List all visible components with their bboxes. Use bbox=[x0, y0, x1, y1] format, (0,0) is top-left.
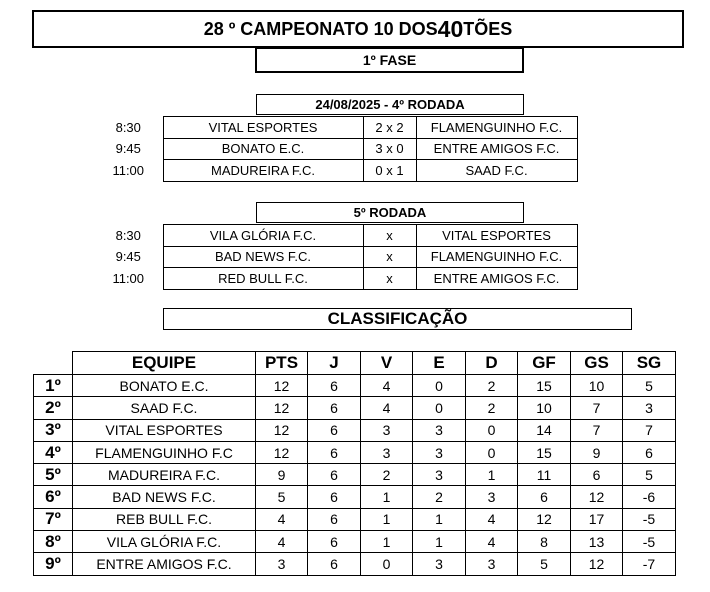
wins-cell: 4 bbox=[361, 397, 413, 419]
team-cell: VILA GLÓRIA F.C. bbox=[73, 531, 256, 553]
goal-diff-cell: 6 bbox=[623, 441, 676, 463]
losses-cell: 3 bbox=[466, 486, 518, 508]
away-team: VITAL ESPORTES bbox=[416, 225, 577, 247]
points-cell: 12 bbox=[256, 397, 308, 419]
games-cell: 6 bbox=[308, 553, 361, 575]
standings-header-row bbox=[34, 352, 676, 375]
title-suffix: TÕES bbox=[463, 18, 513, 39]
goal-diff-cell: -6 bbox=[623, 486, 676, 508]
draws-cell: 0 bbox=[413, 375, 466, 397]
team-cell: BAD NEWS F.C. bbox=[73, 486, 256, 508]
away-team: ENTRE AMIGOS F.C. bbox=[416, 268, 577, 290]
games-cell: 6 bbox=[308, 464, 361, 486]
game-score: 3 x 0 bbox=[363, 138, 416, 160]
position-cell: 7º bbox=[34, 508, 73, 530]
header-goals-against: GS bbox=[571, 352, 623, 375]
points-cell: 3 bbox=[256, 553, 308, 575]
game-score: x bbox=[363, 268, 416, 290]
points-cell: 12 bbox=[256, 419, 308, 441]
team-cell: MADUREIRA F.C. bbox=[73, 464, 256, 486]
standings-row bbox=[34, 553, 676, 575]
header-wins: V bbox=[361, 352, 413, 375]
games-cell: 6 bbox=[308, 397, 361, 419]
home-team: BONATO E.C. bbox=[163, 138, 363, 160]
points-cell: 4 bbox=[256, 531, 308, 553]
goals-against-cell: 7 bbox=[571, 397, 623, 419]
game-time: 8:30 bbox=[115, 227, 141, 243]
goals-against-cell: 12 bbox=[571, 486, 623, 508]
goals-against-cell: 9 bbox=[571, 441, 623, 463]
round4-header: 24/08/2025 - 4º RODADA bbox=[256, 94, 524, 115]
game-row bbox=[94, 138, 577, 160]
goals-against-cell: 17 bbox=[571, 508, 623, 530]
draws-cell: 3 bbox=[413, 441, 466, 463]
game-row bbox=[94, 225, 577, 247]
goals-against-cell: 13 bbox=[571, 531, 623, 553]
away-team: FLAMENGUINHO F.C. bbox=[416, 117, 577, 139]
losses-cell: 2 bbox=[466, 375, 518, 397]
home-team: VITAL ESPORTES bbox=[163, 117, 363, 139]
header-goals-for: GF bbox=[518, 352, 571, 375]
standings-row bbox=[34, 508, 676, 530]
goals-for-cell: 5 bbox=[518, 553, 571, 575]
losses-cell: 1 bbox=[466, 464, 518, 486]
header-draws: E bbox=[413, 352, 466, 375]
wins-cell: 3 bbox=[361, 419, 413, 441]
goals-for-cell: 14 bbox=[518, 419, 571, 441]
game-score: 0 x 1 bbox=[363, 160, 416, 182]
standings-row bbox=[34, 419, 676, 441]
standings-body bbox=[34, 375, 676, 576]
phase-label: 1º FASE bbox=[255, 47, 524, 73]
game-time: 9:45 bbox=[115, 249, 141, 265]
losses-cell: 2 bbox=[466, 397, 518, 419]
goals-against-cell: 12 bbox=[571, 553, 623, 575]
draws-cell: 2 bbox=[413, 486, 466, 508]
game-score: x bbox=[363, 246, 416, 268]
goals-for-cell: 12 bbox=[518, 508, 571, 530]
points-cell: 4 bbox=[256, 508, 308, 530]
away-team: SAAD F.C. bbox=[416, 160, 577, 182]
goals-against-cell: 7 bbox=[571, 419, 623, 441]
wins-cell: 2 bbox=[361, 464, 413, 486]
position-cell: 5º bbox=[34, 464, 73, 486]
draws-cell: 3 bbox=[413, 419, 466, 441]
header-games: J bbox=[308, 352, 361, 375]
wins-cell: 0 bbox=[361, 553, 413, 575]
goal-diff-cell: -7 bbox=[623, 553, 676, 575]
games-cell: 6 bbox=[308, 419, 361, 441]
goal-diff-cell: 7 bbox=[623, 419, 676, 441]
losses-cell: 0 bbox=[466, 441, 518, 463]
goals-for-cell: 15 bbox=[518, 441, 571, 463]
standings-table bbox=[33, 351, 676, 576]
home-team: RED BULL F.C. bbox=[163, 268, 363, 290]
games-cell: 6 bbox=[308, 441, 361, 463]
goals-for-cell: 8 bbox=[518, 531, 571, 553]
position-cell: 2º bbox=[34, 397, 73, 419]
goals-against-cell: 10 bbox=[571, 375, 623, 397]
draws-cell: 3 bbox=[413, 464, 466, 486]
header-losses: D bbox=[466, 352, 518, 375]
losses-cell: 3 bbox=[466, 553, 518, 575]
wins-cell: 3 bbox=[361, 441, 413, 463]
goal-diff-cell: 3 bbox=[623, 397, 676, 419]
position-cell: 9º bbox=[34, 553, 73, 575]
header-corner bbox=[34, 352, 73, 375]
game-row bbox=[94, 117, 577, 139]
position-cell: 1º bbox=[34, 375, 73, 397]
home-team: BAD NEWS F.C. bbox=[163, 246, 363, 268]
standings-row bbox=[34, 441, 676, 463]
position-cell: 6º bbox=[34, 486, 73, 508]
games-cell: 6 bbox=[308, 508, 361, 530]
position-cell: 8º bbox=[34, 531, 73, 553]
points-cell: 12 bbox=[256, 441, 308, 463]
header-pts: PTS bbox=[256, 352, 308, 375]
losses-cell: 4 bbox=[466, 508, 518, 530]
championship-title bbox=[32, 10, 684, 48]
standings-row bbox=[34, 531, 676, 553]
team-cell: SAAD F.C. bbox=[73, 397, 256, 419]
goals-for-cell: 11 bbox=[518, 464, 571, 486]
round5-games-table bbox=[94, 224, 578, 290]
home-team: MADUREIRA F.C. bbox=[163, 160, 363, 182]
title-big-number: 40 bbox=[437, 15, 464, 42]
points-cell: 5 bbox=[256, 486, 308, 508]
game-time: 9:45 bbox=[115, 141, 141, 157]
standings-title: CLASSIFICAÇÃO bbox=[163, 308, 632, 330]
game-row bbox=[94, 268, 577, 290]
game-score: x bbox=[363, 225, 416, 247]
goal-diff-cell: -5 bbox=[623, 531, 676, 553]
goals-for-cell: 10 bbox=[518, 397, 571, 419]
home-team: VILA GLÓRIA F.C. bbox=[163, 225, 363, 247]
goals-against-cell: 6 bbox=[571, 464, 623, 486]
team-cell: VITAL ESPORTES bbox=[73, 419, 256, 441]
header-goal-diff: SG bbox=[623, 352, 676, 375]
round4-games-table bbox=[94, 116, 578, 182]
wins-cell: 1 bbox=[361, 531, 413, 553]
game-score: 2 x 2 bbox=[363, 117, 416, 139]
draws-cell: 3 bbox=[413, 553, 466, 575]
game-row bbox=[94, 246, 577, 268]
away-team: ENTRE AMIGOS F.C. bbox=[416, 138, 577, 160]
losses-cell: 0 bbox=[466, 419, 518, 441]
position-cell: 4º bbox=[34, 441, 73, 463]
title-prefix: 28 º CAMPEONATO 10 DOS bbox=[203, 18, 438, 39]
games-cell: 6 bbox=[308, 531, 361, 553]
losses-cell: 4 bbox=[466, 531, 518, 553]
team-cell: BONATO E.C. bbox=[73, 375, 256, 397]
wins-cell: 1 bbox=[361, 508, 413, 530]
wins-cell: 4 bbox=[361, 375, 413, 397]
away-team: FLAMENGUINHO F.C. bbox=[416, 246, 577, 268]
draws-cell: 1 bbox=[413, 531, 466, 553]
standings-row bbox=[34, 486, 676, 508]
header-team: EQUIPE bbox=[73, 352, 256, 375]
game-row bbox=[94, 160, 577, 182]
goal-diff-cell: 5 bbox=[623, 375, 676, 397]
games-cell: 6 bbox=[308, 486, 361, 508]
standings-row bbox=[34, 375, 676, 397]
round5-header: 5º RODADA bbox=[256, 202, 524, 223]
draws-cell: 1 bbox=[413, 508, 466, 530]
standings-row bbox=[34, 464, 676, 486]
goals-for-cell: 6 bbox=[518, 486, 571, 508]
wins-cell: 1 bbox=[361, 486, 413, 508]
team-cell: ENTRE AMIGOS F.C. bbox=[73, 553, 256, 575]
position-cell: 3º bbox=[34, 419, 73, 441]
team-cell: FLAMENGUINHO F.C bbox=[73, 441, 256, 463]
standings-row bbox=[34, 397, 676, 419]
points-cell: 9 bbox=[256, 464, 308, 486]
game-time: 8:30 bbox=[115, 119, 141, 135]
games-cell: 6 bbox=[308, 375, 361, 397]
goal-diff-cell: 5 bbox=[623, 464, 676, 486]
game-time: 11:00 bbox=[112, 162, 145, 178]
game-time: 11:00 bbox=[112, 270, 145, 286]
goals-for-cell: 15 bbox=[518, 375, 571, 397]
points-cell: 12 bbox=[256, 375, 308, 397]
team-cell: REB BULL F.C. bbox=[73, 508, 256, 530]
draws-cell: 0 bbox=[413, 397, 466, 419]
goal-diff-cell: -5 bbox=[623, 508, 676, 530]
